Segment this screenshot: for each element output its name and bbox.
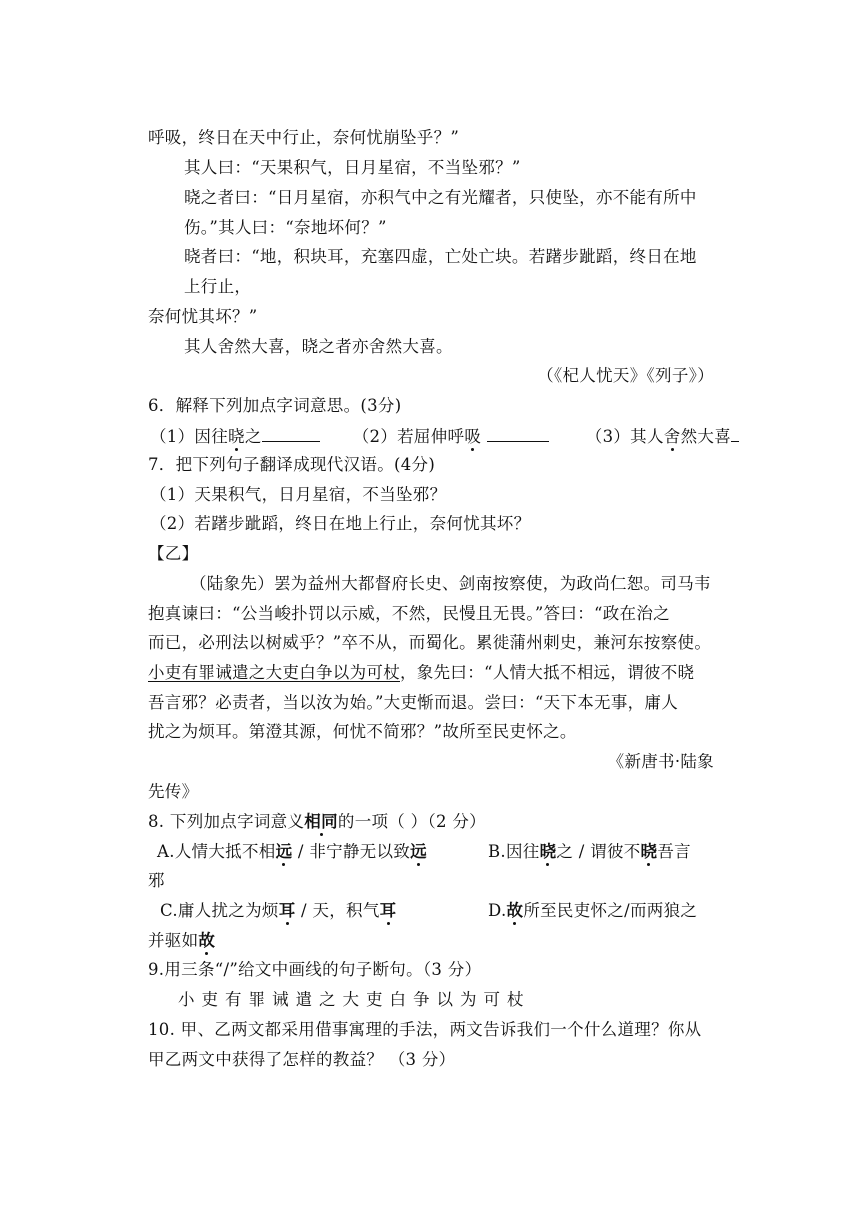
passage-jia-line: 上行止， (184, 277, 252, 296)
dotted-char: 晓 (640, 842, 658, 861)
passage-yi-line: 吾言邪？必责者，当以汝为始。”大吏惭而退。尝曰：“天下本无事，庸人 (148, 693, 679, 712)
question-9-sentence[interactable]: 小吏有罪诫遣之大吏白争以为可杖 (178, 990, 531, 1009)
question-7-item: （1）天果积气，日月星宿，不当坠邪？ (150, 485, 447, 504)
passage-yi-line: （陆象先）罢为益州大都督府长史、剑南按察使，为政尚仁恕。司马韦 (190, 574, 711, 593)
passage-yi-line: 抱真谏曰：“公当峻扑罚以示威，不然，民慢且无畏。”答曰：“政在治之 (148, 604, 670, 623)
dotted-char: 晓 (228, 427, 245, 446)
option-c-text: C.庸人扰之为烦 (160, 901, 279, 920)
option-d-text: 所至民吏怀之/而两狼之 (523, 901, 698, 920)
question-8-title (148, 811, 486, 833)
option-c (160, 900, 396, 922)
q6-item3-prefix: （3）其人 (585, 427, 664, 446)
dotted-char: 耳 (379, 901, 397, 920)
question-7-title: 7．把下列句子翻译成现代汉语。(4分) (148, 455, 436, 474)
passage-yi-line (148, 662, 694, 684)
option-b (488, 841, 691, 863)
dotted-char: 晓 (539, 842, 557, 861)
dotted-char: 耳 (278, 901, 296, 920)
passage-jia-line: 奈何忧其坏？” (148, 307, 258, 326)
option-a-text: / 非宁静无以致 (292, 842, 411, 861)
answer-blank[interactable] (262, 425, 320, 442)
option-d-text: D. (488, 901, 507, 920)
q6-item2-prefix: （2）若屈伸呼 (352, 427, 465, 446)
option-a (157, 841, 427, 863)
dotted-char: 远 (410, 842, 427, 861)
dotted-char: 吸 (464, 427, 482, 446)
option-d (488, 900, 697, 922)
passage-jia-line: 伤。”其人曰：“奈地坏何？” (184, 218, 387, 237)
option-b-text: 之 / 谓彼不 (556, 842, 641, 861)
passage-jia-line: 其人曰：“天果积气，日月星宿，不当坠邪？” (184, 158, 521, 177)
dotted-char: 故 (506, 901, 524, 920)
underlined-sentence: 小吏有罪诫遣之大吏白争以为可杖 (148, 663, 400, 682)
answer-blank[interactable] (487, 425, 549, 442)
passage-jia-line: 晓之者曰：“日月星宿，亦积气中之有光耀者，只使坠，亦不能有所中 (184, 188, 697, 207)
question-10-line: 甲乙两文中获得了怎样的教益？ （3 分） (148, 1050, 456, 1069)
option-d-wrap (148, 930, 215, 952)
dotted-char: 舍 (663, 427, 681, 446)
answer-blank[interactable] (731, 425, 739, 442)
passage-jia-line: 呼吸，终日在天中行止，奈何忧崩坠乎？” (148, 128, 460, 147)
option-c-text: / 天，积气 (295, 901, 380, 920)
question-6-title: 6．解释下列加点字词意思。(3分) (148, 396, 402, 415)
passage-yi-line: 扰之为烦耳。第澄其源，何忧不简邪？”故所至民吏怀之。 (148, 722, 577, 741)
option-b-wrap: 邪 (148, 871, 165, 890)
option-a-text: A.人情大抵不相 (157, 842, 276, 861)
question-7-item: （2）若躇步跐蹈，终日在地上行止，奈何忧其坏？ (150, 514, 531, 533)
option-d-text: 并驱如 (148, 931, 199, 950)
passage-yi-line-rest: ，象先曰：“人情大抵不相远，谓彼不晓 (400, 663, 695, 682)
passage-yi-heading: 【乙】 (148, 544, 199, 563)
passage-yi-source-cont: 先传》 (148, 782, 199, 801)
q6-item1-suffix: 之 (244, 427, 262, 446)
q6-item1-prefix: （1）因往 (150, 427, 228, 446)
option-b-text: B.因往 (488, 842, 540, 861)
q8-title-emphasis: 相同 (304, 812, 338, 831)
question-9-title: 9.用三条“/”给文中画线的句子断句。（3 分） (148, 960, 482, 979)
option-b-text: 吾言 (657, 842, 691, 861)
q8-title-suffix: 的一项（ ）（2 分） (337, 812, 486, 831)
q6-item3-suffix: 然大喜 (680, 427, 731, 446)
passage-yi-line: 而已，必刑法以树威乎？”卒不从，而蜀化。累徙蒲州刺史，兼河东按察使。 (148, 633, 712, 652)
dotted-char: 远 (275, 842, 293, 861)
question-6-items (150, 425, 739, 448)
q8-title-prefix: 8. 下列加点字词意义 (148, 812, 305, 831)
dotted-char: 故 (198, 931, 216, 950)
passage-jia-line: 晓者曰：“地，积块耳，充塞四虚，亡处亡块。若躇步跐蹈，终日在地 (184, 247, 697, 266)
passage-yi-source: 《新唐书·陆象 (607, 752, 714, 771)
passage-jia-line: 其人舍然大喜，晓之者亦舍然大喜。 (184, 337, 453, 356)
question-10-line: 10. 甲、乙两文都采用借事寓理的手法，两文告诉我们一个什么道理？你从 (148, 1020, 702, 1039)
passage-jia-source: （《杞人忧天》《列子》） (537, 366, 714, 385)
